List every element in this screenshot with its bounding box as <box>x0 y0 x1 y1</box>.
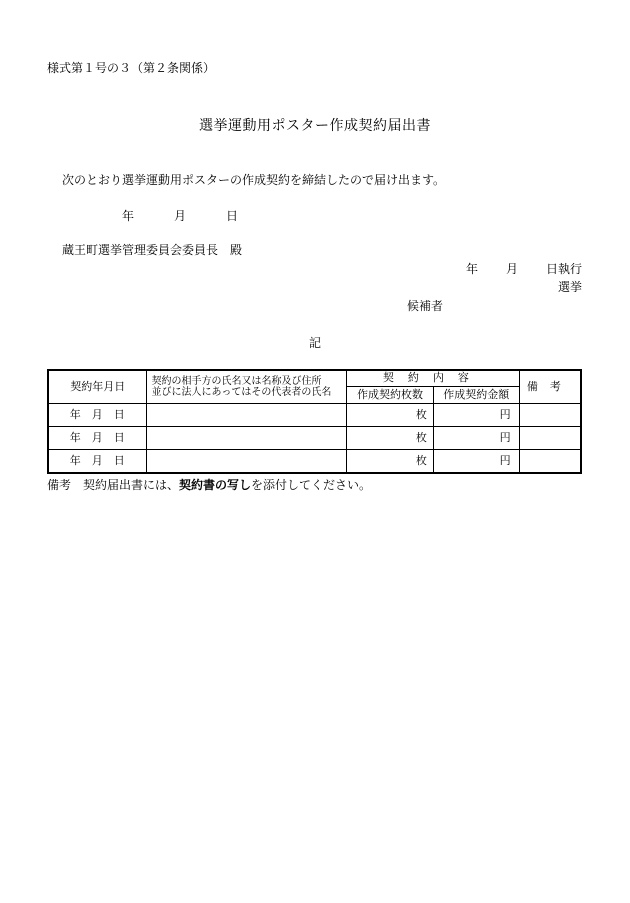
election-day-exec-label: 日執行 <box>545 262 582 276</box>
date-day-label: 日 <box>226 209 239 223</box>
form-number: 様式第１号の３（第２条関係） <box>47 61 216 75</box>
header-amount: 作成契約金額 <box>433 387 519 404</box>
row-count-cell[interactable]: 枚 <box>347 427 434 450</box>
row-amount-cell[interactable]: 円 <box>433 404 519 427</box>
row-party-cell[interactable] <box>147 450 347 474</box>
submission-date <box>122 207 238 224</box>
election-month-label: 月 <box>505 262 518 276</box>
footnote-text-before: 契約届出書には、 <box>83 478 180 492</box>
row-amount-cell[interactable]: 円 <box>433 450 519 474</box>
document-title: 選挙運動用ポスター作成契約届出書 <box>199 118 431 134</box>
footnote-label: 備考 <box>47 478 72 492</box>
date-year-label: 年 <box>122 209 135 223</box>
intro-text: 次のとおり選挙運動用ポスターの作成契約を締結したので届け出ます。 <box>62 173 446 187</box>
header-contract-date: 契約年月日 <box>48 370 147 404</box>
row-year-label: 年 <box>69 407 82 421</box>
row-day-label: 日 <box>113 453 126 467</box>
contract-table <box>47 369 582 474</box>
table-row <box>48 450 581 474</box>
row-party-cell[interactable] <box>147 427 347 450</box>
footnote-text-after: を添付してください。 <box>251 478 372 492</box>
row-note-cell[interactable] <box>519 427 581 450</box>
date-month-label: 月 <box>174 209 187 223</box>
row-year-label: 年 <box>69 453 82 467</box>
row-party-cell[interactable] <box>147 404 347 427</box>
row-year-label: 年 <box>69 430 82 444</box>
row-month-label: 月 <box>91 453 104 467</box>
row-month-label: 月 <box>91 430 104 444</box>
row-day-label: 日 <box>113 430 126 444</box>
header-count: 作成契約枚数 <box>347 387 434 404</box>
row-date-cell[interactable] <box>48 404 147 427</box>
row-note-cell[interactable] <box>519 404 581 427</box>
row-date-cell[interactable] <box>48 450 147 474</box>
header-party-line1: 契約の相手方の氏名又は名称及び住所 <box>151 375 322 387</box>
recipient: 蔵王町選挙管理委員会委員長 殿 <box>62 243 243 257</box>
row-count-cell[interactable]: 枚 <box>347 450 434 474</box>
header-contract-content: 契約内容 <box>347 370 520 387</box>
footnote <box>47 476 371 493</box>
election-year-label: 年 <box>465 262 478 276</box>
header-party-line2: 並びに法人にあってはその代表者の氏名 <box>151 387 332 398</box>
header-party <box>147 370 347 404</box>
ki-heading: 記 <box>308 336 321 350</box>
election-date <box>466 260 582 277</box>
table-row <box>48 404 581 427</box>
row-date-cell[interactable] <box>48 427 147 450</box>
footnote-text-bold: 契約書の写し <box>179 478 252 492</box>
row-count-cell[interactable]: 枚 <box>347 404 434 427</box>
election-name: 選挙 <box>557 280 582 294</box>
row-amount-cell[interactable]: 円 <box>433 427 519 450</box>
row-note-cell[interactable] <box>519 450 581 474</box>
row-day-label: 日 <box>113 407 126 421</box>
row-month-label: 月 <box>91 407 104 421</box>
header-note: 備考 <box>519 370 581 404</box>
candidate-label: 候補者 <box>407 299 444 313</box>
table-row <box>48 427 581 450</box>
